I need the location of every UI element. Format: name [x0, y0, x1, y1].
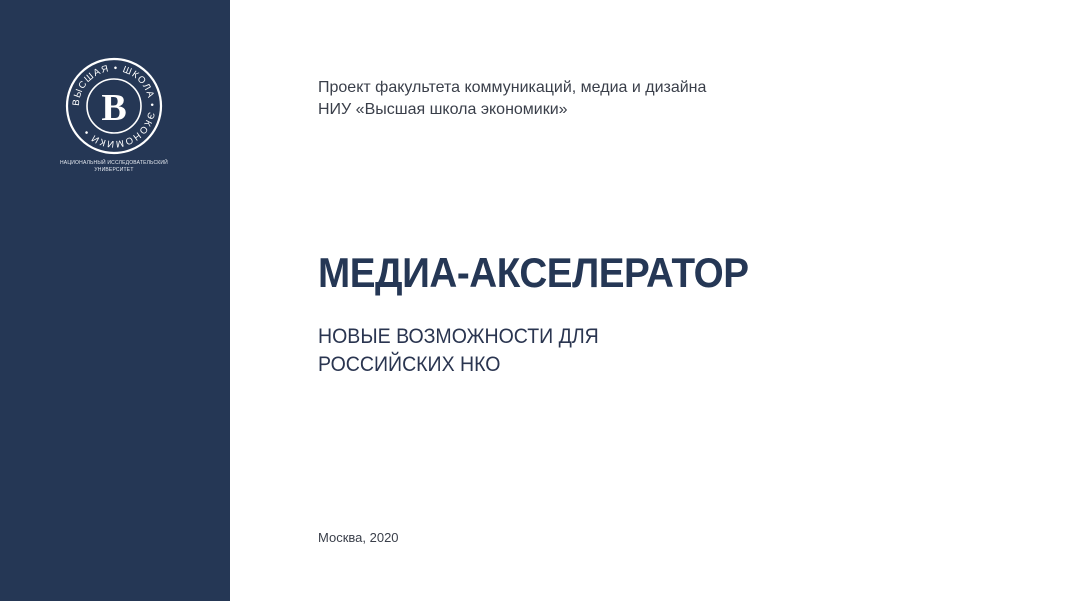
university-caption-line2: УНИВЕРСИТЕТ: [94, 167, 134, 173]
main-content: [318, 0, 1058, 601]
seal-monogram: В: [101, 87, 127, 129]
sidebar: [0, 0, 230, 601]
project-line1: Проект факультета коммуникаций, медиа и дизайна: [318, 79, 707, 96]
seal-ring-text: ВЫСШАЯ • ШКОЛА • ЭКОНОМИКИ •: [70, 62, 158, 150]
hse-university-seal-icon: [64, 56, 164, 156]
slide-title: МЕДИА-АКСЕЛЕРАТОР: [318, 249, 749, 296]
subtitle-line2: РОССИЙСКИХ НКО: [318, 353, 501, 376]
university-caption: [40, 160, 188, 174]
project-line2: НИУ «Высшая школа экономики»: [318, 101, 568, 118]
project-description: [318, 77, 706, 121]
slide-footer: Москва, 2020: [318, 530, 399, 545]
university-caption-line1: НАЦИОНАЛЬНЫЙ ИССЛЕДОВАТЕЛЬСКИЙ: [60, 160, 168, 166]
slide-subtitle: [318, 323, 599, 379]
subtitle-line1: НОВЫЕ ВОЗМОЖНОСТИ ДЛЯ: [318, 325, 599, 348]
